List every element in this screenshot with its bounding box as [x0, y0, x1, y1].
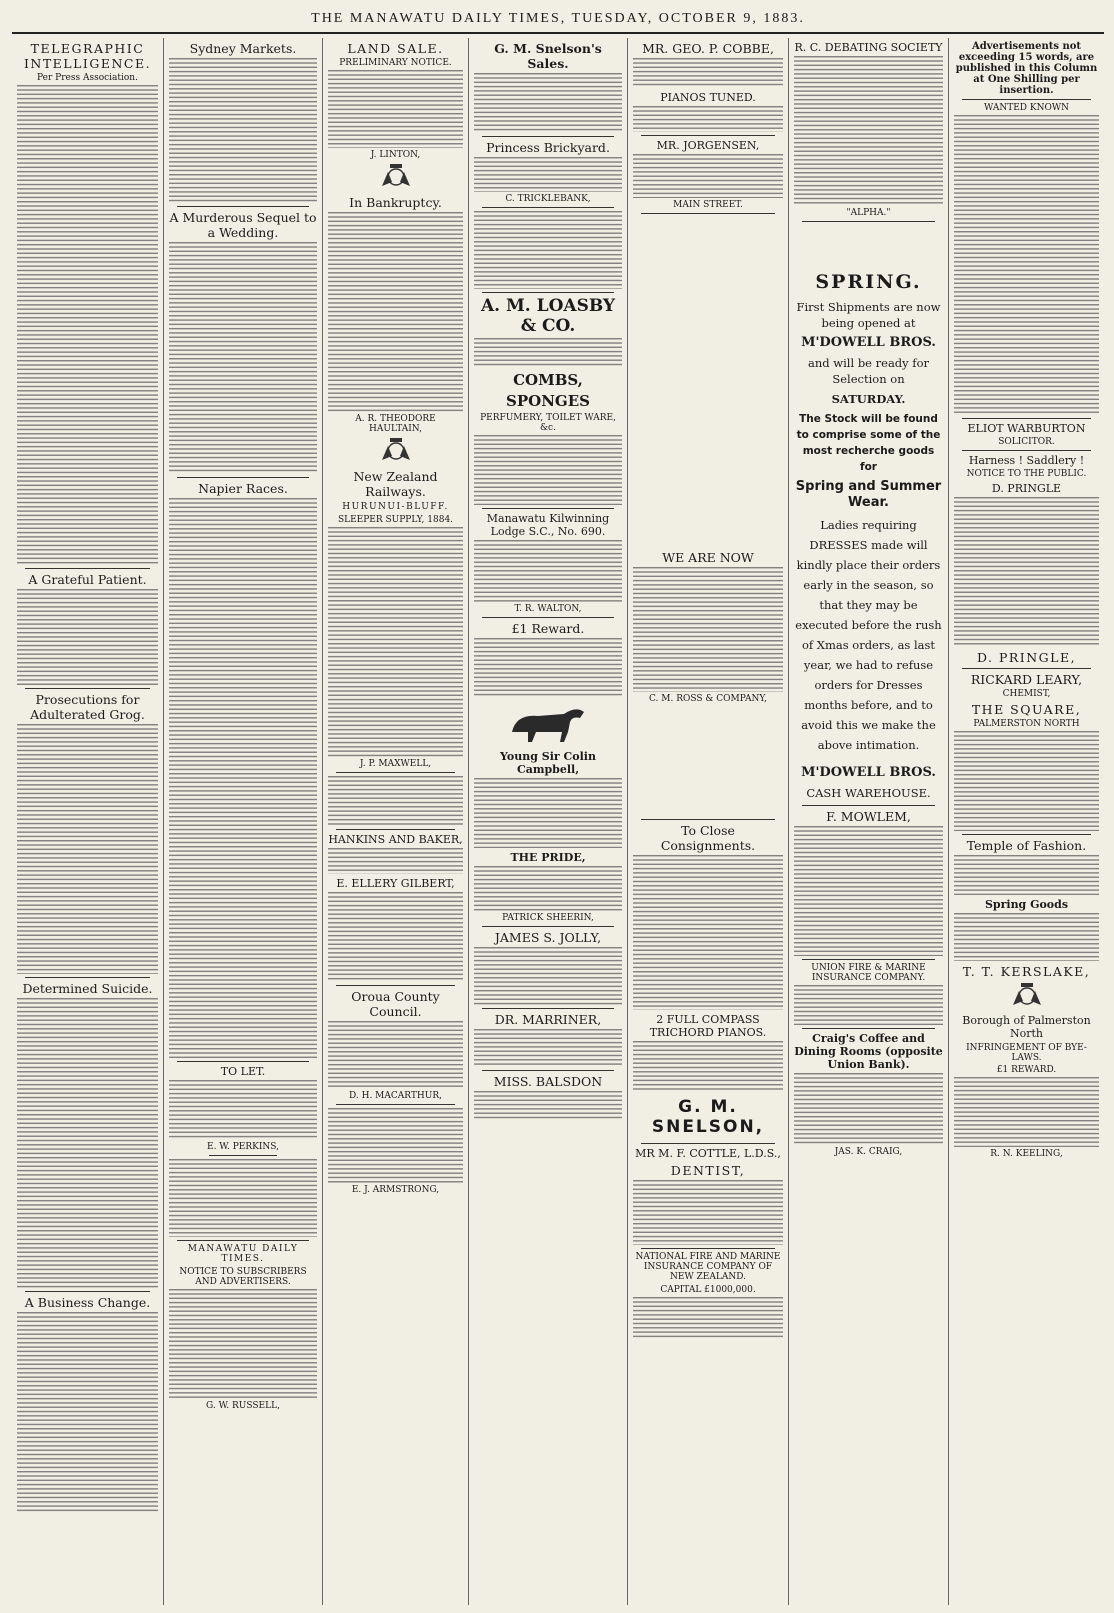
- divider: [25, 568, 150, 569]
- ladies-line: Ladies requiring DRESSES made will kindly place their orders early in the season, so that they may be executed before the rush of Xmas orders, as last year, we had to refuse orders for Dresses months before, and to avoid this we make the above intimation.: [795, 518, 942, 752]
- divider: [962, 834, 1091, 835]
- ad-text: [328, 1021, 463, 1089]
- notice-text: [169, 1289, 317, 1399]
- ad-text: [169, 1080, 317, 1140]
- tricklebank-sign: C. TRICKLEBANK,: [505, 194, 591, 204]
- ad-text: [633, 58, 783, 88]
- pringle-sign: D. PRINGLE,: [976, 650, 1077, 665]
- ad-text: [328, 776, 463, 826]
- article-text: [17, 724, 158, 974]
- pianos-heading: PIANOS TUNED.: [660, 91, 756, 104]
- divider: [641, 213, 775, 214]
- ad-text: [474, 1029, 622, 1067]
- columns: [12, 38, 1104, 1605]
- to-let-heading: TO LET.: [220, 1065, 266, 1078]
- solicitor-line: SOLICITOR.: [998, 437, 1055, 447]
- divider: [962, 99, 1091, 100]
- spring-heading: SPRING.: [815, 271, 922, 293]
- telegraphic-heading: TELEGRAPHIC INTELLIGENCE.: [23, 41, 152, 71]
- divider: [336, 772, 455, 773]
- debating-heading: R. C. DEBATING SOCIETY: [794, 41, 943, 54]
- mcdowell-heading-2: M'DOWELL BROS.: [801, 765, 936, 780]
- divider: [482, 617, 614, 618]
- divider: [482, 292, 614, 293]
- ad-text: [474, 73, 622, 133]
- reward-heading: £1 Reward.: [511, 621, 585, 636]
- divider: [482, 207, 614, 208]
- ross-sign: C. M. ROSS & COMPANY,: [648, 694, 767, 704]
- sleeper-heading: SLEEPER SUPPLY, 1884.: [337, 515, 454, 525]
- capital-heading: CAPITAL £1000,000.: [660, 1285, 756, 1295]
- ad-text: [633, 1180, 783, 1245]
- mcdowell-heading: M'DOWELL BROS.: [801, 335, 936, 350]
- article-text: [17, 998, 158, 1288]
- palmerston-line: PALMERSTON NORTH: [973, 719, 1080, 729]
- royal-crest-icon: [376, 162, 416, 192]
- armstrong-sign: E. J. ARMSTRONG,: [351, 1185, 440, 1195]
- balsdon-heading: MISS. BALSDON: [493, 1074, 603, 1089]
- ad-text: [474, 947, 622, 1005]
- notice-heading: MANAWATU DAILY TIMES.: [187, 1244, 299, 1264]
- article-heading-grog: Prosecutions for Adulterated Grog.: [30, 692, 145, 722]
- ad-text: [474, 435, 622, 505]
- divider: [802, 959, 935, 960]
- ad-text: [328, 892, 463, 982]
- ad-text: [954, 1077, 1099, 1147]
- notice-public: NOTICE TO THE PUBLIC.: [966, 469, 1087, 479]
- wanted-heading: WANTED KNOWN: [984, 103, 1069, 113]
- divider: [177, 1240, 309, 1241]
- divider: [336, 985, 455, 986]
- ad-text: [328, 1108, 463, 1183]
- ad-text: [954, 913, 1099, 961]
- telegraphic-text: [17, 85, 158, 565]
- article-heading-wedding: A Murderous Sequel to a Wedding.: [169, 210, 317, 240]
- cobbe-heading: MR. GEO. P. COBBE,: [642, 41, 774, 56]
- article-text: [169, 242, 317, 474]
- ad-text: [328, 527, 463, 757]
- column-1: [12, 38, 164, 1605]
- divider: [802, 805, 935, 806]
- ad-text: [954, 855, 1099, 895]
- divider: [482, 1008, 614, 1009]
- union-heading: UNION FIRE & MARINE INSURANCE COMPANY.: [811, 963, 926, 983]
- divider: [177, 1061, 309, 1062]
- ad-text: [169, 1159, 317, 1237]
- ad-text: [474, 638, 622, 698]
- lodge-heading: Manawatu Kilwinning Lodge S.C., No. 690.: [486, 512, 610, 538]
- ad-text: [474, 866, 622, 911]
- ad-text: [633, 567, 783, 692]
- snelson-sales-heading: G. M. Snelson's Sales.: [494, 41, 602, 71]
- shipments-line: First Shipments are now being opened at: [796, 300, 941, 330]
- borough-crest-icon: [1007, 981, 1047, 1011]
- column-4: [469, 38, 628, 1605]
- saturday-line: SATURDAY.: [831, 392, 906, 406]
- reward-line: £1 REWARD.: [996, 1065, 1057, 1075]
- divider: [482, 1070, 614, 1071]
- ad-text: [633, 154, 783, 198]
- column-5: [628, 38, 789, 1605]
- divider: [482, 136, 614, 137]
- masthead-title: THE MANAWATU DAILY TIMES, TUESDAY, OCTOBER 9, 1883.: [311, 11, 805, 26]
- keeling-sign: R. N. KEELING,: [990, 1149, 1063, 1159]
- walton-sign: T. R. WALTON,: [514, 604, 582, 614]
- spring-summer-line: Spring and Summer Wear.: [795, 479, 942, 510]
- square-line: THE SQUARE,: [971, 702, 1082, 717]
- consignments-heading: To Close Consignments.: [660, 823, 756, 853]
- article-heading-grateful: A Grateful Patient.: [28, 572, 147, 587]
- divider: [177, 477, 309, 478]
- ad-text: [633, 1041, 783, 1091]
- main-street: MAIN STREET.: [673, 200, 743, 210]
- ad-text: [633, 106, 783, 132]
- ad-text: [328, 848, 463, 874]
- divider: [802, 1028, 935, 1029]
- divider: [962, 450, 1091, 451]
- divider: [641, 1143, 775, 1144]
- macarthur-sign: D. H. MACARTHUR,: [349, 1091, 442, 1101]
- stock-line: The Stock will be found to comprise some of the most recherche goods for: [796, 413, 941, 473]
- russell-sign: G. W. RUSSELL,: [206, 1401, 280, 1411]
- ready-line: and will be ready for Selection on: [808, 356, 929, 386]
- chemist-line: CHEMIST,: [1002, 689, 1051, 699]
- ad-text: [474, 338, 622, 368]
- divider: [641, 135, 775, 136]
- pride-heading: THE PRIDE,: [510, 851, 586, 864]
- divider: [25, 977, 150, 978]
- ad-text: [474, 1091, 622, 1121]
- craig-heading: Craig's Coffee and Dining Rooms (opposite Union Bank).: [794, 1032, 943, 1071]
- masthead: [12, 6, 1104, 34]
- ad-text: [633, 855, 783, 1010]
- ellery-heading: E. ELLERY GILBERT,: [336, 877, 455, 890]
- trichord-heading: 2 FULL COMPASS TRICHORD PIANOS.: [649, 1013, 767, 1039]
- blank-space: [633, 217, 783, 547]
- divider: [336, 1104, 455, 1105]
- wanted-text: [954, 115, 1099, 415]
- ad-text: [474, 540, 622, 602]
- column-6: [789, 38, 949, 1605]
- divider: [962, 418, 1091, 419]
- pringle-heading: D. PRINGLE: [991, 482, 1062, 495]
- ads-header: Advertisements not exceeding 15 words, are published in this Column at One Shilling per insertion.: [955, 41, 1098, 96]
- sheerin-sign: PATRICK SHEERIN,: [502, 913, 594, 923]
- article-heading-sydney: Sydney Markets.: [189, 41, 297, 56]
- ad-text: [633, 1297, 783, 1339]
- blank-space: [794, 225, 943, 265]
- borough-heading: Borough of Palmerston North: [962, 1014, 1091, 1040]
- press-line: Per Press Association.: [37, 73, 138, 83]
- divider: [962, 668, 1091, 669]
- notice-subheading: NOTICE TO SUBSCRIBERS AND ADVERTISERS.: [179, 1267, 307, 1287]
- ad-text: [474, 778, 622, 848]
- maxwell-sign: J. P. MAXWELL,: [359, 759, 432, 769]
- jorgensen-heading: MR. JORGENSEN,: [656, 139, 760, 152]
- divider: [25, 1291, 150, 1292]
- linton-sign: J. LINTON,: [370, 150, 421, 160]
- column-2: [164, 38, 323, 1605]
- combs-heading: COMBS,: [513, 371, 583, 389]
- ad-text: [794, 56, 943, 206]
- bylaws-heading: INFRINGEMENT OF BYE-LAWS.: [966, 1043, 1087, 1063]
- snelson-heading: G. M. SNELSON,: [651, 1097, 765, 1137]
- divider: [25, 688, 150, 689]
- railways-heading: New Zealand Railways.: [353, 469, 438, 499]
- horse-icon: [498, 702, 598, 746]
- sponges-heading: SPONGES: [506, 392, 590, 410]
- divider: [641, 1248, 775, 1249]
- mowlem-heading: F. MOWLEM,: [826, 809, 911, 824]
- ad-text: [328, 70, 463, 148]
- mariner-heading: DR. MARRINER,: [494, 1012, 602, 1027]
- bankruptcy-heading: In Bankruptcy.: [349, 195, 442, 210]
- hurunui-heading: HURUNUI-BLUFF.: [342, 502, 449, 512]
- divider: [802, 221, 935, 222]
- warburton-heading: ELIOT WARBURTON: [967, 422, 1086, 435]
- divider: [336, 829, 455, 830]
- divider: [482, 508, 614, 509]
- perkins-sign: E. W. PERKINS,: [207, 1142, 279, 1152]
- leary-heading: RICKARD LEARY,: [970, 672, 1083, 687]
- column-3: [323, 38, 469, 1605]
- article-heading-napier: Napier Races.: [198, 481, 288, 496]
- fashion-heading: Temple of Fashion.: [966, 838, 1087, 853]
- article-text: [169, 498, 317, 1058]
- divider: [177, 206, 309, 207]
- dentist-heading: DENTIST,: [670, 1163, 746, 1178]
- alpha-sign: "ALPHA.": [846, 208, 891, 218]
- divider: [482, 926, 614, 927]
- divider: [641, 819, 775, 820]
- stallion-heading: Young Sir Colin Campbell,: [500, 750, 596, 776]
- ad-text: [794, 826, 943, 956]
- column-7: [949, 38, 1104, 1605]
- ad-text: [794, 1073, 943, 1145]
- jolly-heading: JAMES S. JOLLY,: [494, 930, 602, 945]
- royal-crest-icon: [376, 436, 416, 466]
- article-text: [17, 589, 158, 685]
- haultain-sign: A. R. THEODORE HAULTAIN,: [355, 414, 436, 434]
- we-are-now-heading: WE ARE NOW: [662, 550, 754, 565]
- insurance-heading: NATIONAL FIRE AND MARINE INSURANCE COMPANY OF NEW ZEALAND.: [635, 1252, 781, 1282]
- ad-text: [794, 985, 943, 1025]
- loasby-heading: A. M. LOASBY & CO.: [480, 296, 616, 336]
- article-text: [169, 58, 317, 203]
- blank-space: [633, 706, 783, 816]
- hankins-heading: HANKINS AND BAKER,: [328, 833, 463, 846]
- divider: [209, 1155, 277, 1156]
- spring-goods-heading: Spring Goods: [984, 898, 1069, 911]
- brickyard-heading: Princess Brickyard.: [486, 140, 610, 155]
- ad-text: [954, 731, 1099, 831]
- ad-text: [328, 212, 463, 412]
- ad-text: [474, 157, 622, 192]
- article-heading-business: A Business Change.: [24, 1295, 151, 1310]
- warehouse-line: CASH WAREHOUSE.: [806, 786, 931, 800]
- prelim-notice: PRELIMINARY NOTICE.: [339, 58, 452, 68]
- kerslake-sign: T. T. KERSLAKE,: [962, 964, 1091, 979]
- ad-text: [474, 211, 622, 289]
- article-heading-suicide: Determined Suicide.: [22, 981, 153, 996]
- craig-sign: JAS. K. CRAIG,: [834, 1147, 903, 1157]
- article-text: [17, 1312, 158, 1512]
- harness-heading: Harness ! Saddlery !: [968, 454, 1085, 467]
- perfumery-heading: PERFUMERY, TOILET WARE, &c.: [480, 413, 616, 433]
- land-sale-heading: LAND SALE.: [347, 41, 444, 56]
- ad-text: [954, 497, 1099, 647]
- cottle-heading: MR M. F. COTTLE, L.D.S.,: [635, 1147, 781, 1160]
- oroua-heading: Oroua County Council.: [351, 989, 440, 1019]
